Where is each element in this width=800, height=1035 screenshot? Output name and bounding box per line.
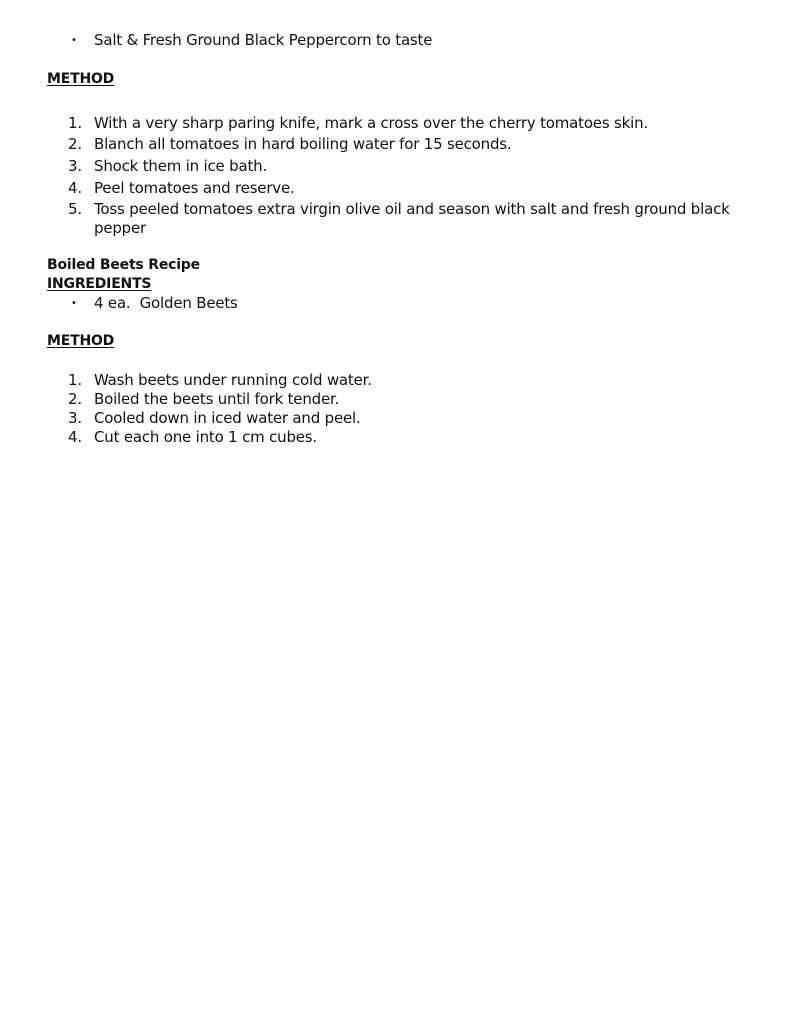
step-number: 1.: [68, 371, 82, 389]
step-text: Cut each one into 1 cm cubes.: [94, 428, 317, 446]
step-number: 5.: [68, 200, 82, 218]
step-text: Wash beets under running cold water.: [94, 371, 372, 389]
recipe-title: Boiled Beets Recipe: [47, 257, 200, 273]
step-text: Boiled the beets until fork tender.: [94, 390, 340, 408]
ingredients-heading: INGREDIENTS: [47, 276, 152, 292]
bullet-icon: •: [71, 35, 77, 46]
method-heading: METHOD: [47, 333, 115, 349]
step-text: Peel tomatoes and reserve.: [94, 179, 295, 197]
step-number: 4.: [68, 428, 82, 446]
step-text: Blanch all tomatoes in hard boiling water for 15 seconds.: [94, 135, 512, 153]
step-text: Shock them in ice bath.: [94, 157, 268, 175]
ingredient-text: Salt & Fresh Ground Black Peppercorn to taste: [94, 31, 433, 49]
step-number: 4.: [68, 179, 82, 197]
step-number: 1.: [68, 114, 82, 132]
step-number: 3.: [68, 157, 82, 175]
step-number: 2.: [68, 390, 82, 408]
method-heading: METHOD: [47, 71, 115, 87]
step-text: Toss peeled tomatoes extra virgin olive oil and season with salt and fresh ground black pepper: [94, 200, 730, 237]
step-number: 3.: [68, 409, 82, 427]
step-number: 2.: [68, 135, 82, 153]
step-text: Cooled down in iced water and peel.: [94, 409, 361, 427]
ingredient-text: 4 ea. Golden Beets: [94, 294, 238, 312]
bullet-icon: •: [71, 298, 77, 309]
step-text: With a very sharp paring knife, mark a cross over the cherry tomatoes skin.: [94, 114, 648, 132]
